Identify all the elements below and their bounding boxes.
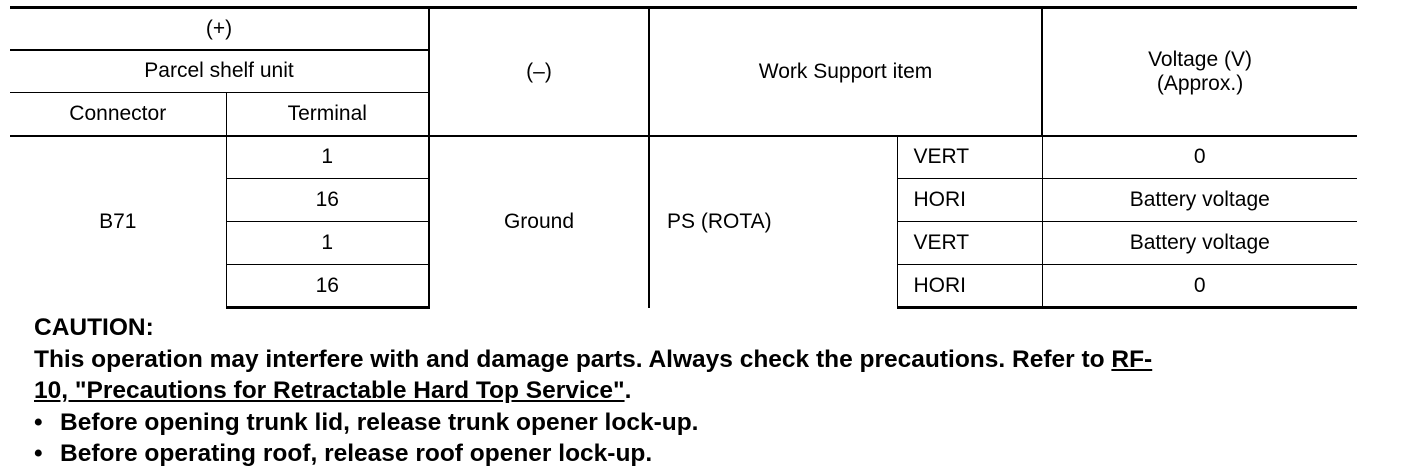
header-work-support-item: Work Support item: [649, 8, 1042, 136]
voltage-cell: Battery voltage: [1042, 179, 1357, 222]
voltage-spec-table: [10, 6, 1357, 309]
precautions-link[interactable]: RF-: [1111, 345, 1153, 373]
mode-cell: HORI: [897, 179, 1042, 222]
header-connector: Connector: [10, 93, 226, 136]
connector-cell: B71: [10, 136, 226, 308]
caution-text-continued: [34, 375, 1399, 407]
caution-text: [34, 344, 1399, 376]
caution-bullet-text: Before operating roof, release roof opener lock-up.: [60, 440, 653, 467]
voltage-cell: 0: [1042, 136, 1357, 179]
terminal-cell: 1: [226, 136, 429, 179]
mode-cell: VERT: [897, 136, 1042, 179]
terminal-cell: 16: [226, 265, 429, 308]
header-voltage: [1042, 8, 1357, 136]
caution-bullet-item: [34, 407, 1399, 439]
header-parcel-shelf-unit: Parcel shelf unit: [10, 50, 429, 93]
terminal-cell: 16: [226, 179, 429, 222]
ground-cell: Ground: [429, 136, 649, 308]
voltage-cell: Battery voltage: [1042, 222, 1357, 265]
header-voltage-label: Voltage (V): [1148, 47, 1252, 71]
header-plus: (+): [10, 8, 429, 50]
bullet-icon: •: [34, 440, 43, 467]
precautions-link-continued[interactable]: 10, "Precautions for Retractable Hard Top Service": [34, 377, 625, 404]
voltage-cell: 0: [1042, 265, 1357, 308]
caution-text-period: .: [624, 377, 632, 404]
mode-cell: HORI: [897, 265, 1042, 308]
caution-title: CAUTION:: [34, 314, 154, 341]
header-minus: (–): [429, 8, 649, 136]
mode-cell: VERT: [897, 222, 1042, 265]
caution-block: [34, 312, 1399, 470]
caution-bullet-item: [34, 438, 1399, 470]
terminal-cell: 1: [226, 222, 429, 265]
header-terminal: Terminal: [226, 93, 429, 136]
bullet-icon: •: [34, 408, 43, 436]
work-support-item-cell: PS (ROTA): [649, 136, 897, 308]
caution-text-body: This operation may interfere with and damage parts. Always check the precautions. Refer to: [34, 345, 1112, 373]
caution-bullet-text: Before opening trunk lid, release trunk opener lock-up.: [60, 408, 699, 436]
header-voltage-approx: (Approx.): [1156, 71, 1244, 95]
